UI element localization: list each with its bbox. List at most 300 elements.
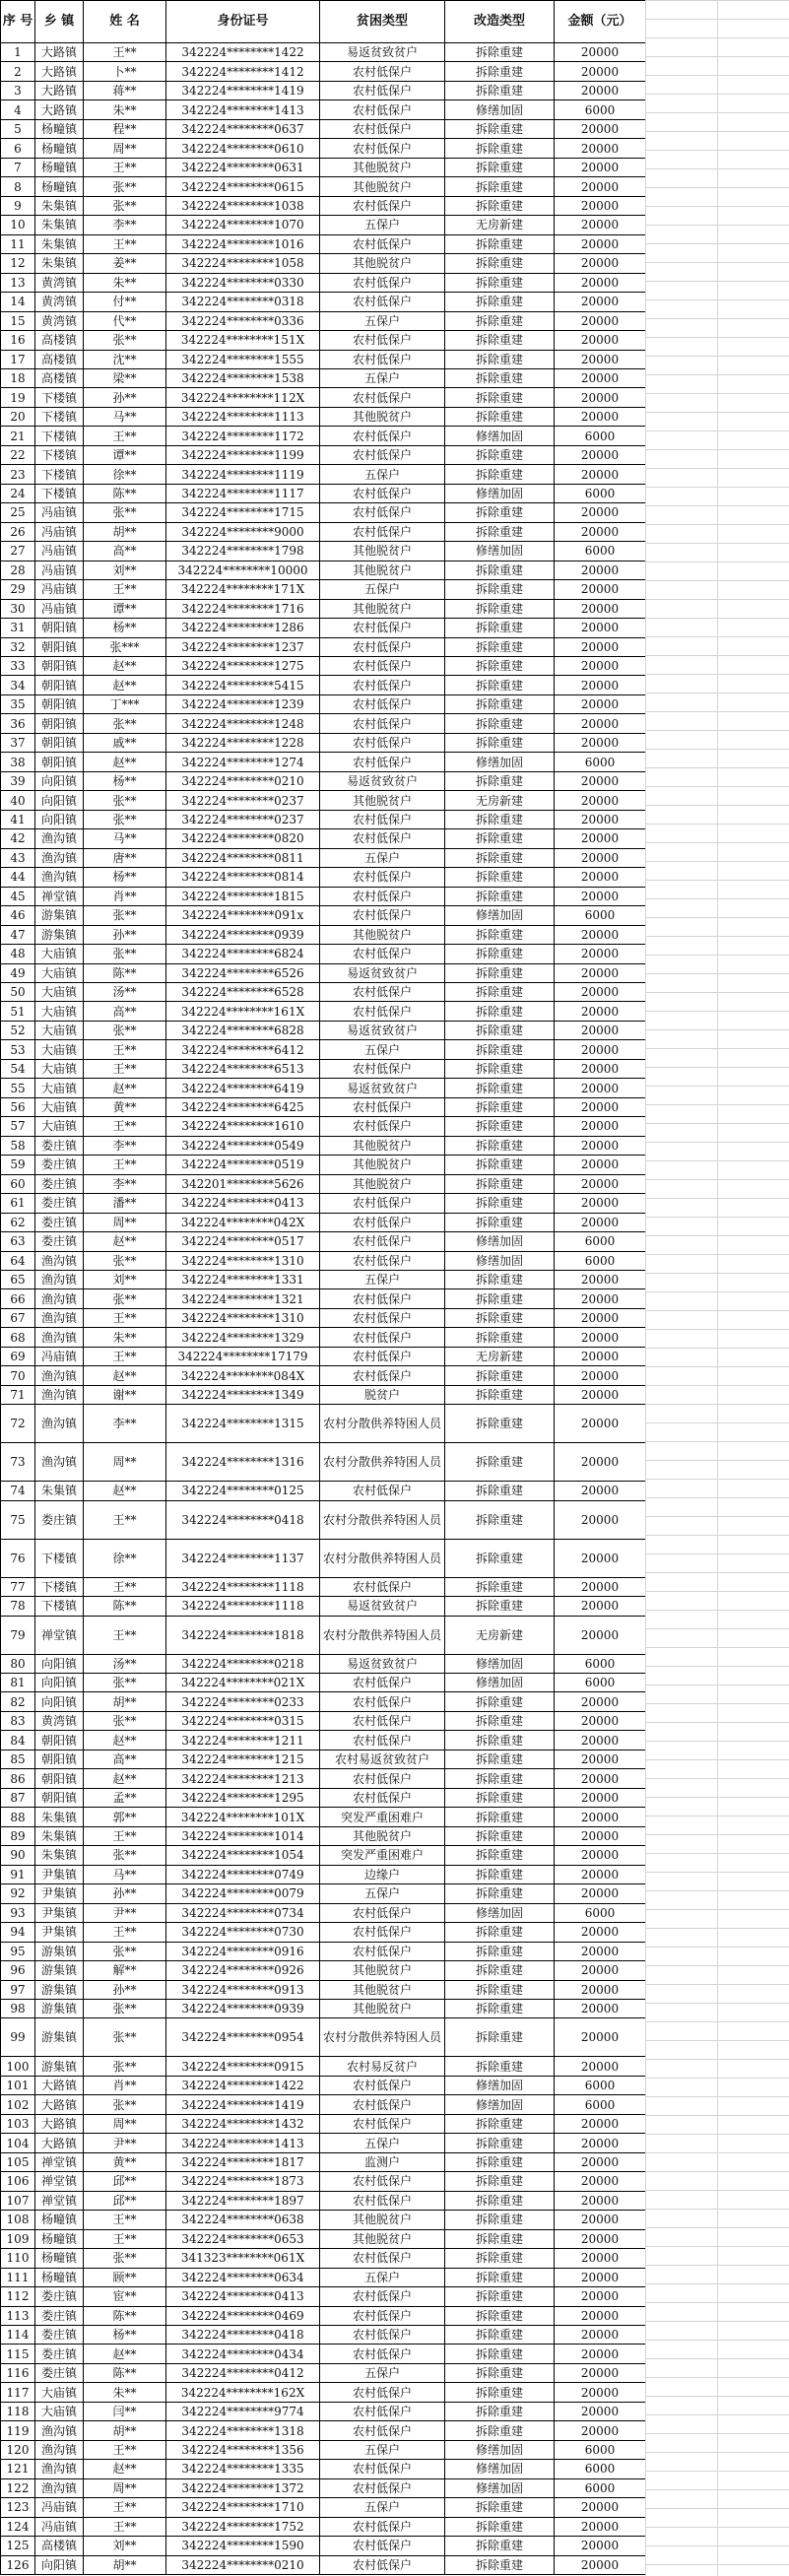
table-row — [1, 350, 646, 368]
table-row — [1, 1059, 646, 1078]
cell-id-number: 342224********1422 — [166, 43, 320, 62]
cell-id-number: 342224********0413 — [166, 1194, 320, 1213]
cell-town: 冯庙镇 — [35, 542, 84, 561]
cell-id-number: 342224********1172 — [166, 427, 320, 445]
cell-id-number: 342224********0237 — [166, 791, 320, 810]
cell-id-number: 342224********1315 — [166, 1405, 320, 1443]
cell-poverty-type: 农村易返贫致贫户 — [320, 1750, 445, 1768]
cell-town: 娄庄镇 — [35, 1194, 84, 1213]
cell-amount: 6000 — [555, 484, 646, 502]
cell-amount: 20000 — [555, 465, 646, 484]
cell-poverty-type: 农村低保户 — [320, 1347, 445, 1365]
cell-town: 娄庄镇 — [35, 1156, 84, 1174]
table-row — [1, 1079, 646, 1097]
cell-town: 大路镇 — [35, 2114, 84, 2133]
cell-poverty-type: 农村低保户 — [320, 2325, 445, 2344]
cell-name: 邱** — [84, 2172, 166, 2191]
cell-town: 渔沟镇 — [35, 1271, 84, 1289]
cell-amount: 20000 — [555, 1692, 646, 1711]
table-row — [1, 925, 646, 944]
cell-renovation-type: 拆除重建 — [445, 1597, 555, 1616]
cell-amount: 20000 — [555, 1884, 646, 1903]
cell-town: 朝阳镇 — [35, 1731, 84, 1750]
cell-id-number: 342224********6528 — [166, 982, 320, 1001]
cell-index: 46 — [1, 906, 35, 925]
table-row — [1, 2018, 646, 2057]
cell-renovation-type: 拆除重建 — [445, 1385, 555, 1404]
cell-index: 87 — [1, 1788, 35, 1807]
cell-poverty-type: 易返贫致贫户 — [320, 1654, 445, 1673]
cell-name: 王** — [84, 1826, 166, 1845]
table-row — [1, 465, 646, 484]
table-row — [1, 1674, 646, 1692]
cell-name: 赵** — [84, 1482, 166, 1500]
cell-poverty-type: 农村低保户 — [320, 1711, 445, 1730]
cell-index: 8 — [1, 177, 35, 196]
cell-id-number: 342224********1335 — [166, 2460, 320, 2478]
cell-town: 下楼镇 — [35, 484, 84, 502]
table-row — [1, 1597, 646, 1616]
table-row — [1, 427, 646, 445]
cell-id-number: 342224********1310 — [166, 1251, 320, 1270]
cell-index: 71 — [1, 1385, 35, 1404]
table-row — [1, 293, 646, 311]
cell-index: 105 — [1, 2152, 35, 2171]
cell-renovation-type: 拆除重建 — [445, 1156, 555, 1174]
cell-poverty-type: 农村低保户 — [320, 2383, 445, 2402]
cell-index: 12 — [1, 254, 35, 273]
cell-poverty-type: 其他脱贫户 — [320, 1961, 445, 1980]
cell-poverty-type: 农村低保户 — [320, 1692, 445, 1711]
cell-poverty-type: 农村低保户 — [320, 484, 445, 502]
cell-poverty-type: 农村低保户 — [320, 2172, 445, 2191]
cell-renovation-type: 拆除重建 — [445, 810, 555, 828]
table-row — [1, 1040, 646, 1059]
cell-amount: 20000 — [555, 1385, 646, 1404]
cell-amount: 20000 — [555, 1577, 646, 1596]
cell-name: 邱** — [84, 2191, 166, 2210]
cell-name: 陈** — [84, 484, 166, 502]
table-row — [1, 1232, 646, 1251]
table-row — [1, 2440, 646, 2459]
table-row — [1, 2134, 646, 2152]
table-row — [1, 1174, 646, 1193]
cell-name: 汤** — [84, 982, 166, 1001]
cell-amount: 20000 — [555, 676, 646, 694]
cell-town: 禅堂镇 — [35, 2172, 84, 2191]
cell-amount: 20000 — [555, 1117, 646, 1136]
cell-town: 向阳镇 — [35, 1654, 84, 1673]
cell-name: 王** — [84, 234, 166, 253]
cell-amount: 20000 — [555, 2249, 646, 2268]
cell-id-number: 342224********151X — [166, 331, 320, 350]
cell-index: 35 — [1, 694, 35, 713]
cell-id-number: 342224********1215 — [166, 1750, 320, 1768]
cell-name: 张** — [84, 1711, 166, 1730]
cell-renovation-type: 拆除重建 — [445, 1271, 555, 1289]
cell-town: 渔沟镇 — [35, 1443, 84, 1482]
cell-index: 77 — [1, 1577, 35, 1596]
cell-renovation-type: 拆除重建 — [445, 887, 555, 905]
cell-renovation-type: 拆除重建 — [445, 580, 555, 599]
cell-poverty-type: 易返贫致贫户 — [320, 1597, 445, 1616]
cell-amount: 6000 — [555, 906, 646, 925]
cell-poverty-type: 农村分散供养特困人员 — [320, 1443, 445, 1482]
table-row — [1, 2076, 646, 2094]
cell-name: 陈** — [84, 2363, 166, 2382]
cell-renovation-type: 拆除重建 — [445, 1059, 555, 1078]
table-row — [1, 2306, 646, 2325]
cell-renovation-type: 拆除重建 — [445, 81, 555, 99]
cell-name: 张*** — [84, 637, 166, 656]
cell-poverty-type: 突发严重困难户 — [320, 1808, 445, 1826]
table-row — [1, 1213, 646, 1231]
cell-name: 张** — [84, 2249, 166, 2268]
cell-town: 娄庄镇 — [35, 2287, 84, 2306]
cell-amount: 20000 — [555, 2268, 646, 2286]
table-row — [1, 906, 646, 925]
cell-index: 101 — [1, 2076, 35, 2094]
cell-name: 张** — [84, 2057, 166, 2076]
cell-town: 朝阳镇 — [35, 1769, 84, 1788]
cell-index: 80 — [1, 1654, 35, 1673]
cell-name: 王** — [84, 1117, 166, 1136]
table-row — [1, 2114, 646, 2133]
cell-index: 58 — [1, 1136, 35, 1155]
cell-poverty-type: 农村低保户 — [320, 2076, 445, 2094]
cell-name: 王** — [84, 1040, 166, 1059]
cell-town: 向阳镇 — [35, 1674, 84, 1692]
cell-index: 72 — [1, 1405, 35, 1443]
cell-id-number: 342224********1817 — [166, 2152, 320, 2171]
cell-renovation-type: 拆除重建 — [445, 2191, 555, 2210]
cell-amount: 20000 — [555, 1040, 646, 1059]
cell-renovation-type: 修缮加固 — [445, 542, 555, 561]
table-row — [1, 2211, 646, 2229]
cell-amount: 20000 — [555, 273, 646, 292]
cell-poverty-type: 脱贫户 — [320, 1385, 445, 1404]
cell-index: 111 — [1, 2268, 35, 2286]
table-row — [1, 1654, 646, 1673]
cell-id-number: 342224********1752 — [166, 2517, 320, 2536]
cell-poverty-type: 五保户 — [320, 1040, 445, 1059]
cell-name: 朱** — [84, 1328, 166, 1347]
table-row — [1, 1961, 646, 1980]
cell-id-number: 342224********1897 — [166, 2191, 320, 2210]
cell-renovation-type: 拆除重建 — [445, 2152, 555, 2171]
cell-index: 54 — [1, 1059, 35, 1078]
cell-id-number: 342224********0749 — [166, 1865, 320, 1883]
table-row — [1, 1999, 646, 2017]
cell-id-number: 342224********1237 — [166, 637, 320, 656]
cell-amount: 20000 — [555, 1482, 646, 1500]
cell-renovation-type: 拆除重建 — [445, 1443, 555, 1482]
cell-id-number: 342224********1419 — [166, 2095, 320, 2114]
cell-renovation-type: 拆除重建 — [445, 2498, 555, 2517]
table-row — [1, 637, 646, 656]
cell-renovation-type: 拆除重建 — [445, 388, 555, 407]
cell-renovation-type: 拆除重建 — [445, 676, 555, 694]
cell-renovation-type: 拆除重建 — [445, 1846, 555, 1865]
cell-id-number: 342224********10000 — [166, 561, 320, 579]
cell-index: 56 — [1, 1097, 35, 1116]
cell-index: 86 — [1, 1769, 35, 1788]
table-row — [1, 119, 646, 138]
cell-id-number: 342224********0615 — [166, 177, 320, 196]
cell-poverty-type: 农村低保户 — [320, 1674, 445, 1692]
cell-name: 王** — [84, 43, 166, 62]
cell-amount: 20000 — [555, 2498, 646, 2517]
cell-renovation-type: 拆除重建 — [445, 445, 555, 464]
cell-name: 唐** — [84, 848, 166, 867]
cell-town: 渔沟镇 — [35, 868, 84, 887]
cell-poverty-type: 其他脱贫户 — [320, 791, 445, 810]
cell-renovation-type: 拆除重建 — [445, 1194, 555, 1213]
cell-town: 冯庙镇 — [35, 599, 84, 618]
cell-poverty-type: 农村分散供养特困人员 — [320, 1405, 445, 1443]
cell-town: 冯庙镇 — [35, 580, 84, 599]
table-row — [1, 2191, 646, 2210]
cell-renovation-type: 拆除重建 — [445, 1117, 555, 1136]
table-row — [1, 1846, 646, 1865]
cell-index: 118 — [1, 2402, 35, 2420]
cell-renovation-type: 拆除重建 — [445, 2057, 555, 2076]
cell-id-number: 342224********1286 — [166, 619, 320, 637]
cell-amount: 20000 — [555, 619, 646, 637]
cell-index: 73 — [1, 1443, 35, 1482]
cell-poverty-type: 农村低保户 — [320, 427, 445, 445]
cell-name: 赵** — [84, 2345, 166, 2363]
cell-poverty-type: 农村低保户 — [320, 945, 445, 963]
cell-id-number: 342224********9000 — [166, 522, 320, 541]
cell-name: 王** — [84, 2211, 166, 2229]
cell-town: 黄湾镇 — [35, 273, 84, 292]
cell-id-number: 342224********1274 — [166, 753, 320, 771]
cell-poverty-type: 农村低保户 — [320, 1232, 445, 1251]
table-row — [1, 1980, 646, 1999]
cell-index: 69 — [1, 1347, 35, 1365]
cell-index: 34 — [1, 676, 35, 694]
cell-name: 王** — [84, 1616, 166, 1654]
cell-index: 14 — [1, 293, 35, 311]
cell-town: 娄庄镇 — [35, 2345, 84, 2363]
cell-town: 大路镇 — [35, 2095, 84, 2114]
cell-poverty-type: 五保户 — [320, 311, 445, 330]
cell-town: 高楼镇 — [35, 350, 84, 368]
cell-poverty-type: 农村低保户 — [320, 139, 445, 158]
cell-renovation-type: 拆除重建 — [445, 2363, 555, 2382]
table-row — [1, 676, 646, 694]
cell-name: 闫** — [84, 2402, 166, 2420]
cell-poverty-type: 农村低保户 — [320, 714, 445, 733]
cell-amount: 20000 — [555, 331, 646, 350]
cell-poverty-type: 农村低保户 — [320, 1213, 445, 1231]
cell-poverty-type: 边缘户 — [320, 1865, 445, 1883]
cell-renovation-type: 拆除重建 — [445, 714, 555, 733]
cell-poverty-type: 农村低保户 — [320, 619, 445, 637]
cell-name: 付** — [84, 293, 166, 311]
cell-name: 孙** — [84, 1980, 166, 1999]
cell-poverty-type: 五保户 — [320, 2440, 445, 2459]
cell-amount: 20000 — [555, 311, 646, 330]
table-row — [1, 1616, 646, 1654]
cell-renovation-type: 拆除重建 — [445, 599, 555, 618]
cell-id-number: 342224********0418 — [166, 2325, 320, 2344]
cell-id-number: 342224********1815 — [166, 887, 320, 905]
table-row — [1, 1539, 646, 1577]
cell-poverty-type: 五保户 — [320, 848, 445, 867]
cell-town: 大庙镇 — [35, 982, 84, 1001]
cell-index: 85 — [1, 1750, 35, 1768]
cell-name: 马** — [84, 407, 166, 426]
cell-name: 王** — [84, 580, 166, 599]
cell-id-number: 342224********0954 — [166, 2018, 320, 2057]
cell-amount: 20000 — [555, 2114, 646, 2133]
cell-town: 朝阳镇 — [35, 637, 84, 656]
cell-name: 赵** — [84, 1366, 166, 1385]
cell-town: 尹集镇 — [35, 1903, 84, 1922]
cell-amount: 6000 — [555, 1232, 646, 1251]
cell-renovation-type: 拆除重建 — [445, 2287, 555, 2306]
cell-poverty-type: 农村低保户 — [320, 810, 445, 828]
cell-renovation-type: 拆除重建 — [445, 2268, 555, 2286]
cell-name: 代** — [84, 311, 166, 330]
cell-amount: 20000 — [555, 1826, 646, 1845]
cell-index: 117 — [1, 2383, 35, 2402]
table-row — [1, 542, 646, 561]
cell-amount: 20000 — [555, 733, 646, 752]
cell-town: 渔沟镇 — [35, 2460, 84, 2478]
cell-index: 100 — [1, 2057, 35, 2076]
cell-name: 谢** — [84, 1385, 166, 1404]
table-row — [1, 982, 646, 1001]
cell-town: 大庙镇 — [35, 1040, 84, 1059]
cell-town: 大庙镇 — [35, 1002, 84, 1021]
cell-name: 陈** — [84, 2306, 166, 2325]
cell-town: 向阳镇 — [35, 771, 84, 790]
cell-name: 陈** — [84, 1597, 166, 1616]
cell-poverty-type: 其他脱贫户 — [320, 542, 445, 561]
cell-town: 大庙镇 — [35, 1117, 84, 1136]
cell-amount: 20000 — [555, 714, 646, 733]
cell-id-number: 342224********1310 — [166, 1308, 320, 1327]
cell-id-number: 342224********0913 — [166, 1980, 320, 1999]
cell-town: 渔沟镇 — [35, 1289, 84, 1308]
cell-id-number: 342224********1119 — [166, 465, 320, 484]
cell-name: 刘** — [84, 1271, 166, 1289]
cell-renovation-type: 拆除重建 — [445, 158, 555, 176]
cell-poverty-type: 农村低保户 — [320, 906, 445, 925]
cell-amount: 20000 — [555, 925, 646, 944]
cell-id-number: 342224********0434 — [166, 2345, 320, 2363]
cell-id-number: 342224********1137 — [166, 1539, 320, 1577]
cell-renovation-type: 修缮加固 — [445, 1674, 555, 1692]
cell-town: 高楼镇 — [35, 2537, 84, 2555]
cell-renovation-type: 修缮加固 — [445, 484, 555, 502]
cell-poverty-type: 五保户 — [320, 2134, 445, 2152]
cell-id-number: 342224********0926 — [166, 1961, 320, 1980]
cell-poverty-type: 农村低保户 — [320, 445, 445, 464]
table-row — [1, 810, 646, 828]
cell-poverty-type: 农村低保户 — [320, 2345, 445, 2363]
cell-name: 张** — [84, 1674, 166, 1692]
cell-poverty-type: 农村易反贫户 — [320, 2057, 445, 2076]
table-row — [1, 561, 646, 579]
cell-town: 大庙镇 — [35, 1097, 84, 1116]
cell-index: 6 — [1, 139, 35, 158]
cell-renovation-type: 拆除重建 — [445, 2306, 555, 2325]
cell-renovation-type: 拆除重建 — [445, 1405, 555, 1443]
table-row — [1, 2249, 646, 2268]
cell-amount: 6000 — [555, 1903, 646, 1922]
cell-town: 朝阳镇 — [35, 694, 84, 713]
spreadsheet-gridlines — [645, 0, 789, 2576]
table-row — [1, 868, 646, 887]
cell-poverty-type: 农村低保户 — [320, 350, 445, 368]
cell-renovation-type: 拆除重建 — [445, 2383, 555, 2402]
cell-id-number: 342224********1016 — [166, 234, 320, 253]
cell-amount: 20000 — [555, 1597, 646, 1616]
cell-renovation-type: 拆除重建 — [445, 1136, 555, 1155]
cell-name: 肖** — [84, 2076, 166, 2094]
cell-renovation-type: 拆除重建 — [445, 1174, 555, 1193]
table-row — [1, 2537, 646, 2555]
cell-index: 2 — [1, 62, 35, 81]
cell-renovation-type: 拆除重建 — [445, 2555, 555, 2574]
cell-amount: 20000 — [555, 522, 646, 541]
cell-id-number: 342224********1555 — [166, 350, 320, 368]
cell-renovation-type: 修缮加固 — [445, 1903, 555, 1922]
cell-name: 马** — [84, 829, 166, 848]
table-row — [1, 1711, 646, 1730]
cell-poverty-type: 农村低保户 — [320, 196, 445, 215]
cell-index: 94 — [1, 1923, 35, 1942]
cell-amount: 20000 — [555, 216, 646, 234]
cell-town: 尹集镇 — [35, 1884, 84, 1903]
cell-amount: 20000 — [555, 1961, 646, 1980]
cell-poverty-type: 农村分散供养特困人员 — [320, 1500, 445, 1539]
cell-town: 尹集镇 — [35, 1923, 84, 1942]
table-row — [1, 771, 646, 790]
table-row — [1, 1731, 646, 1750]
cell-town: 下楼镇 — [35, 465, 84, 484]
cell-town: 游集镇 — [35, 1980, 84, 1999]
cell-amount: 20000 — [555, 791, 646, 810]
cell-town: 朱集镇 — [35, 196, 84, 215]
table-row — [1, 522, 646, 541]
cell-renovation-type: 拆除重建 — [445, 561, 555, 579]
cell-name: 宦** — [84, 2287, 166, 2306]
cell-index: 31 — [1, 619, 35, 637]
cell-poverty-type: 其他脱贫户 — [320, 2229, 445, 2248]
cell-poverty-type: 农村低保户 — [320, 1942, 445, 1960]
cell-poverty-type: 农村低保户 — [320, 1731, 445, 1750]
cell-index: 19 — [1, 388, 35, 407]
cell-index: 65 — [1, 1271, 35, 1289]
cell-name: 胡** — [84, 2555, 166, 2574]
table-row — [1, 273, 646, 292]
cell-amount: 20000 — [555, 1711, 646, 1730]
cell-renovation-type: 拆除重建 — [445, 657, 555, 676]
cell-name: 肖** — [84, 887, 166, 905]
cell-id-number: 342224********0079 — [166, 1884, 320, 1903]
table-row — [1, 216, 646, 234]
cell-amount: 20000 — [555, 694, 646, 713]
cell-id-number: 342224********161X — [166, 1002, 320, 1021]
cell-town: 向阳镇 — [35, 810, 84, 828]
cell-poverty-type: 其他脱贫户 — [320, 1156, 445, 1174]
cell-name: 卜** — [84, 62, 166, 81]
